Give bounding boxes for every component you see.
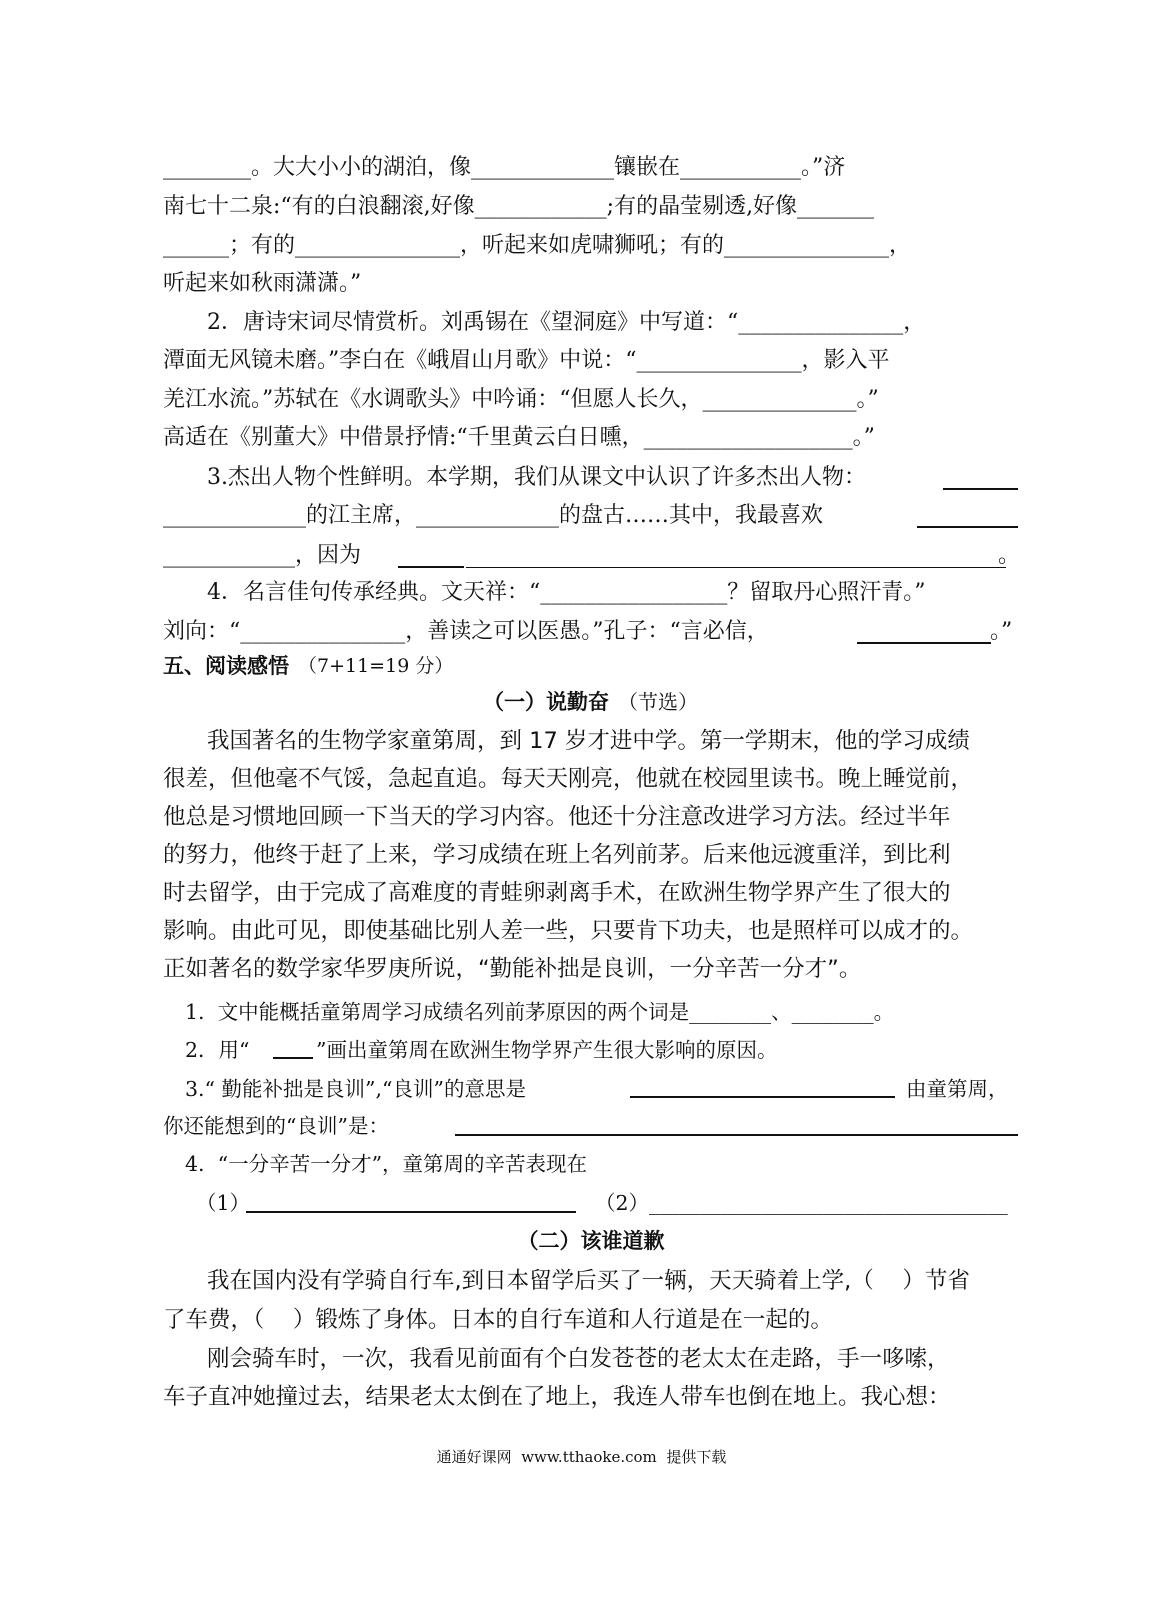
passage1-question-3a: 3.“ 勤能补拙是良训”,“良训”的意思是 bbox=[185, 1077, 527, 1101]
passage1-title: （一）说勤奋 bbox=[483, 690, 609, 714]
passage1-subtitle: （节选） bbox=[618, 690, 698, 714]
q2-line-3: 羌江水流。”苏轼在《水调歌头》中吟诵：“但愿人长久，______________。” bbox=[163, 387, 879, 412]
passage1-line-4: 的努力，他终于赶了上来，学习成绩在班上名列前茅。后来他远渡重洋，到比利 bbox=[163, 842, 951, 868]
passage1-question-3b: 由童第周， bbox=[906, 1077, 1009, 1101]
q3-answer-line-2 bbox=[917, 526, 1018, 528]
passage1-line-2: 很差，但他毫不气馁，急起直追。每天天刚亮，他就在校园里读书。晚上睡觉前， bbox=[163, 766, 974, 792]
q2-line-1: 2．唐诗宋词尽情赏析。刘禹锡在《望洞庭》中写道：“_______________， bbox=[207, 310, 926, 335]
q3-answer-line-1 bbox=[943, 488, 1018, 490]
passage1-question-2b: ”画出童第周在欧洲生物学界产生很大影响的原因。 bbox=[316, 1038, 778, 1062]
passage1-line-3: 他总是习惯地回顾一下当天的学习内容。他还十分注意改进学习方法。经过半年 bbox=[163, 804, 951, 830]
q1-line-3: ______；有的_______________，听起来如虎啸狮吼；有的_______________， bbox=[163, 233, 912, 258]
passage1-line-6: 影响。由此可见，即使基础比别人差一些，只要肯下功夫，也是照样可以成才的。 bbox=[163, 918, 974, 944]
passage1-line-1: 我国著名的生物学家童第周，到 17 岁才进中学。第一学期末，他的学习成绩 bbox=[207, 728, 970, 754]
passage1-question-4-part2: （2）___________________________________ bbox=[595, 1191, 1008, 1215]
q1-line-2: 南七十二泉:“有的白浪翻滚,好像____________;有的晶莹剔透,好像_______ bbox=[163, 194, 875, 219]
passage2-title: （二）该谁道歉 bbox=[517, 1229, 665, 1253]
passage2-line-1: 我在国内没有学骑自行车,到日本留学后买了一辆，天天骑着上学,（ ）节省 bbox=[207, 1268, 970, 1294]
q3-line-1: 3.杰出人物个性鲜明。本学期，我们从课文中认识了许多杰出人物： bbox=[207, 465, 866, 490]
section5-heading: 五、阅读感悟 bbox=[163, 654, 289, 678]
passage1-question-3c: 你还能想到的“良训”是： bbox=[163, 1114, 389, 1138]
q3-answer-line-3 bbox=[398, 566, 464, 568]
passage1-question-4-part1: （1） bbox=[196, 1191, 251, 1215]
passage2-line-4: 车子直冲她撞过去，结果老太太倒在了地上，我连人带车也倒在地上。我心想： bbox=[163, 1384, 951, 1410]
passage1-question-1: 1. 文中能概括童第周学习成绩名列前茅原因的两个词是________、________。 bbox=[185, 1000, 895, 1024]
q1-line-1: ________。大大小小的湖泊，像_____________镶嵌在___________。”济 bbox=[163, 155, 846, 180]
q4-line-1: 4．名言佳句传承经典。文天祥：“_________________？留取丹心照汗青。” bbox=[207, 580, 926, 605]
q3-meaning-answer-line bbox=[630, 1096, 895, 1098]
q3-line-3: ____________，因为 bbox=[163, 543, 362, 568]
q2-underline-sample bbox=[273, 1057, 313, 1059]
passage1-line-5: 时去留学，由于完成了高难度的青蛙卵剥离手术，在欧洲生物学界产生了很大的 bbox=[163, 880, 951, 906]
q2-line-4: 高适在《别董大》中借景抒情:“千里黄云白日曛，___________________。” bbox=[163, 425, 875, 450]
q4-end-quote: 。” bbox=[990, 619, 1013, 644]
q4-line-2: 刘向：“_______________，善读之可以医愚。”孔子：“言必信， bbox=[163, 619, 769, 644]
page-footer: 通通好课网 www.tthaoke.com 提供下载 bbox=[436, 1448, 727, 1466]
passage2-line-3: 刚会骑车时，一次，我看见前面有个白发苍苍的老太太在走路，手一哆嗦， bbox=[207, 1346, 950, 1372]
q1-line-4: 听起来如秋雨潇潇。” bbox=[163, 271, 362, 296]
q3-line-2: _____________的江主席，_____________的盘古……其中，我最喜欢 bbox=[163, 503, 824, 528]
q4-answer-line bbox=[857, 642, 991, 644]
passage1-question-2a: 2．用“ bbox=[185, 1038, 250, 1062]
q4-answer-line-1 bbox=[246, 1211, 576, 1213]
q3-motto-answer-line bbox=[455, 1134, 1018, 1136]
q2-line-2: 潭面无风镜未磨。”李白在《峨眉山月歌》中说：“_______________，影入平 bbox=[163, 348, 890, 373]
passage1-question-4: 4. “一分辛苦一分才”，童第周的辛苦表现在 bbox=[185, 1152, 588, 1176]
passage1-line-7: 正如著名的数学家华罗庚所说，“勤能补拙是良训，一分辛苦一分才”。 bbox=[163, 956, 862, 982]
section5-score: （7+11=19 分） bbox=[298, 655, 454, 677]
passage2-line-2: 了车费，（ ）锻炼了身体。日本的自行车道和人行道是在一起的。 bbox=[163, 1307, 833, 1333]
q3-answer-line-4 bbox=[466, 567, 1006, 568]
q3-end-period: 。 bbox=[998, 543, 1021, 568]
